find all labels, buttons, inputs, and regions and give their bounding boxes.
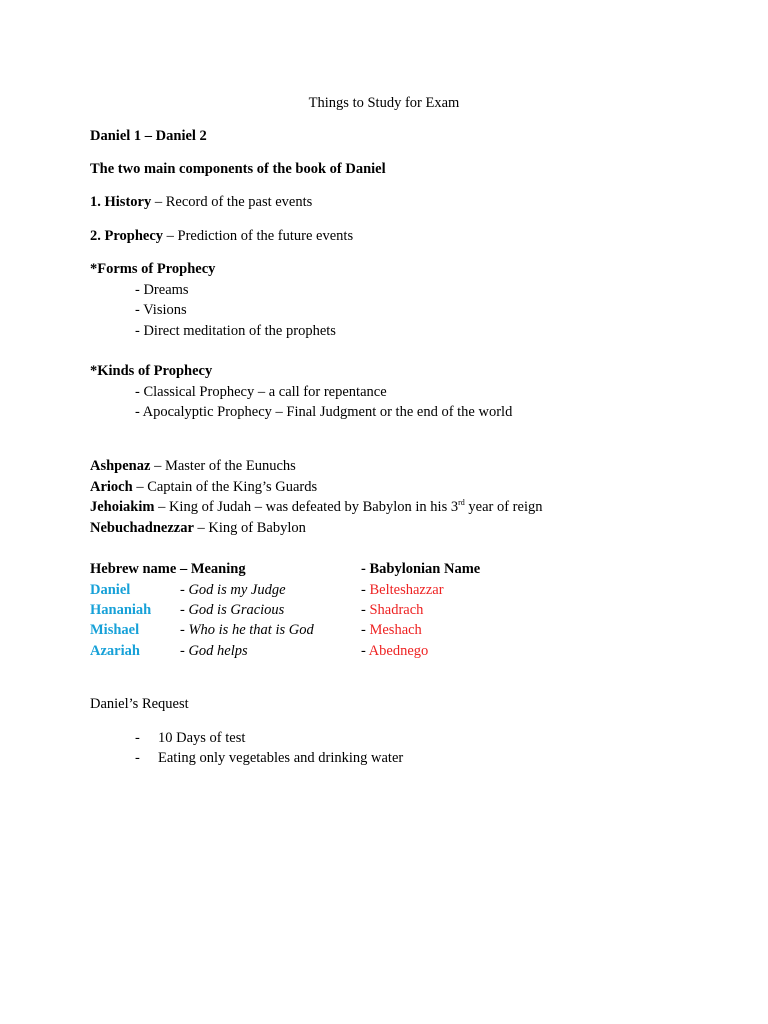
person-jehoiakim: Jehoiakim – King of Judah – was defeated by Babylon in his 3rd year of reign [90, 498, 543, 515]
forms-item: - Visions [135, 302, 187, 318]
request-item: 10 Days of test [158, 730, 246, 746]
person-ashpenaz: Ashpenaz – Master of the Eunuchs [90, 458, 296, 474]
babylonian-name: - Shadrach [361, 602, 424, 618]
kinds-item: - Apocalyptic Prophecy – Final Judgment or the end of the world [135, 404, 513, 420]
names-table-header-right: - Babylonian Name [361, 561, 481, 577]
names-table-header-left: Hebrew name – Meaning [90, 561, 246, 577]
name-meaning: - God helps [180, 643, 248, 659]
babylonian-name: - Abednego [361, 643, 429, 659]
forms-heading: *Forms of Prophecy [90, 261, 216, 277]
hebrew-name: Azariah [90, 643, 140, 659]
name-meaning: - God is my Judge [180, 582, 286, 598]
components-heading: The two main components of the book of Daniel [90, 161, 386, 177]
component-prophecy: 2. Prophecy – Prediction of the future events [90, 228, 354, 244]
forms-item: - Direct meditation of the prophets [135, 323, 336, 339]
request-bullet: - [135, 730, 140, 746]
name-meaning: - Who is he that is God [180, 622, 314, 638]
forms-item: - Dreams [135, 282, 189, 298]
kinds-item: - Classical Prophecy – a call for repentance [135, 384, 387, 400]
component-history: 1. History – Record of the past events [90, 194, 313, 210]
request-heading: Daniel’s Request [90, 696, 189, 712]
hebrew-name: Mishael [90, 622, 140, 638]
babylonian-name: - Belteshazzar [361, 582, 444, 598]
kinds-heading: *Kinds of Prophecy [90, 363, 213, 379]
request-bullet: - [135, 750, 140, 766]
name-meaning: - God is Gracious [180, 602, 285, 618]
hebrew-name: Daniel [90, 582, 131, 598]
request-item: Eating only vegetables and drinking water [158, 750, 404, 766]
document-title: Things to Study for Exam [308, 95, 460, 111]
chapters-heading: Daniel 1 – Daniel 2 [90, 128, 207, 144]
hebrew-name: Hananiah [90, 602, 152, 618]
person-nebuchadnezzar: Nebuchadnezzar – King of Babylon [90, 520, 306, 536]
person-arioch: Arioch – Captain of the King’s Guards [90, 479, 318, 495]
babylonian-name: - Meshach [361, 622, 422, 638]
